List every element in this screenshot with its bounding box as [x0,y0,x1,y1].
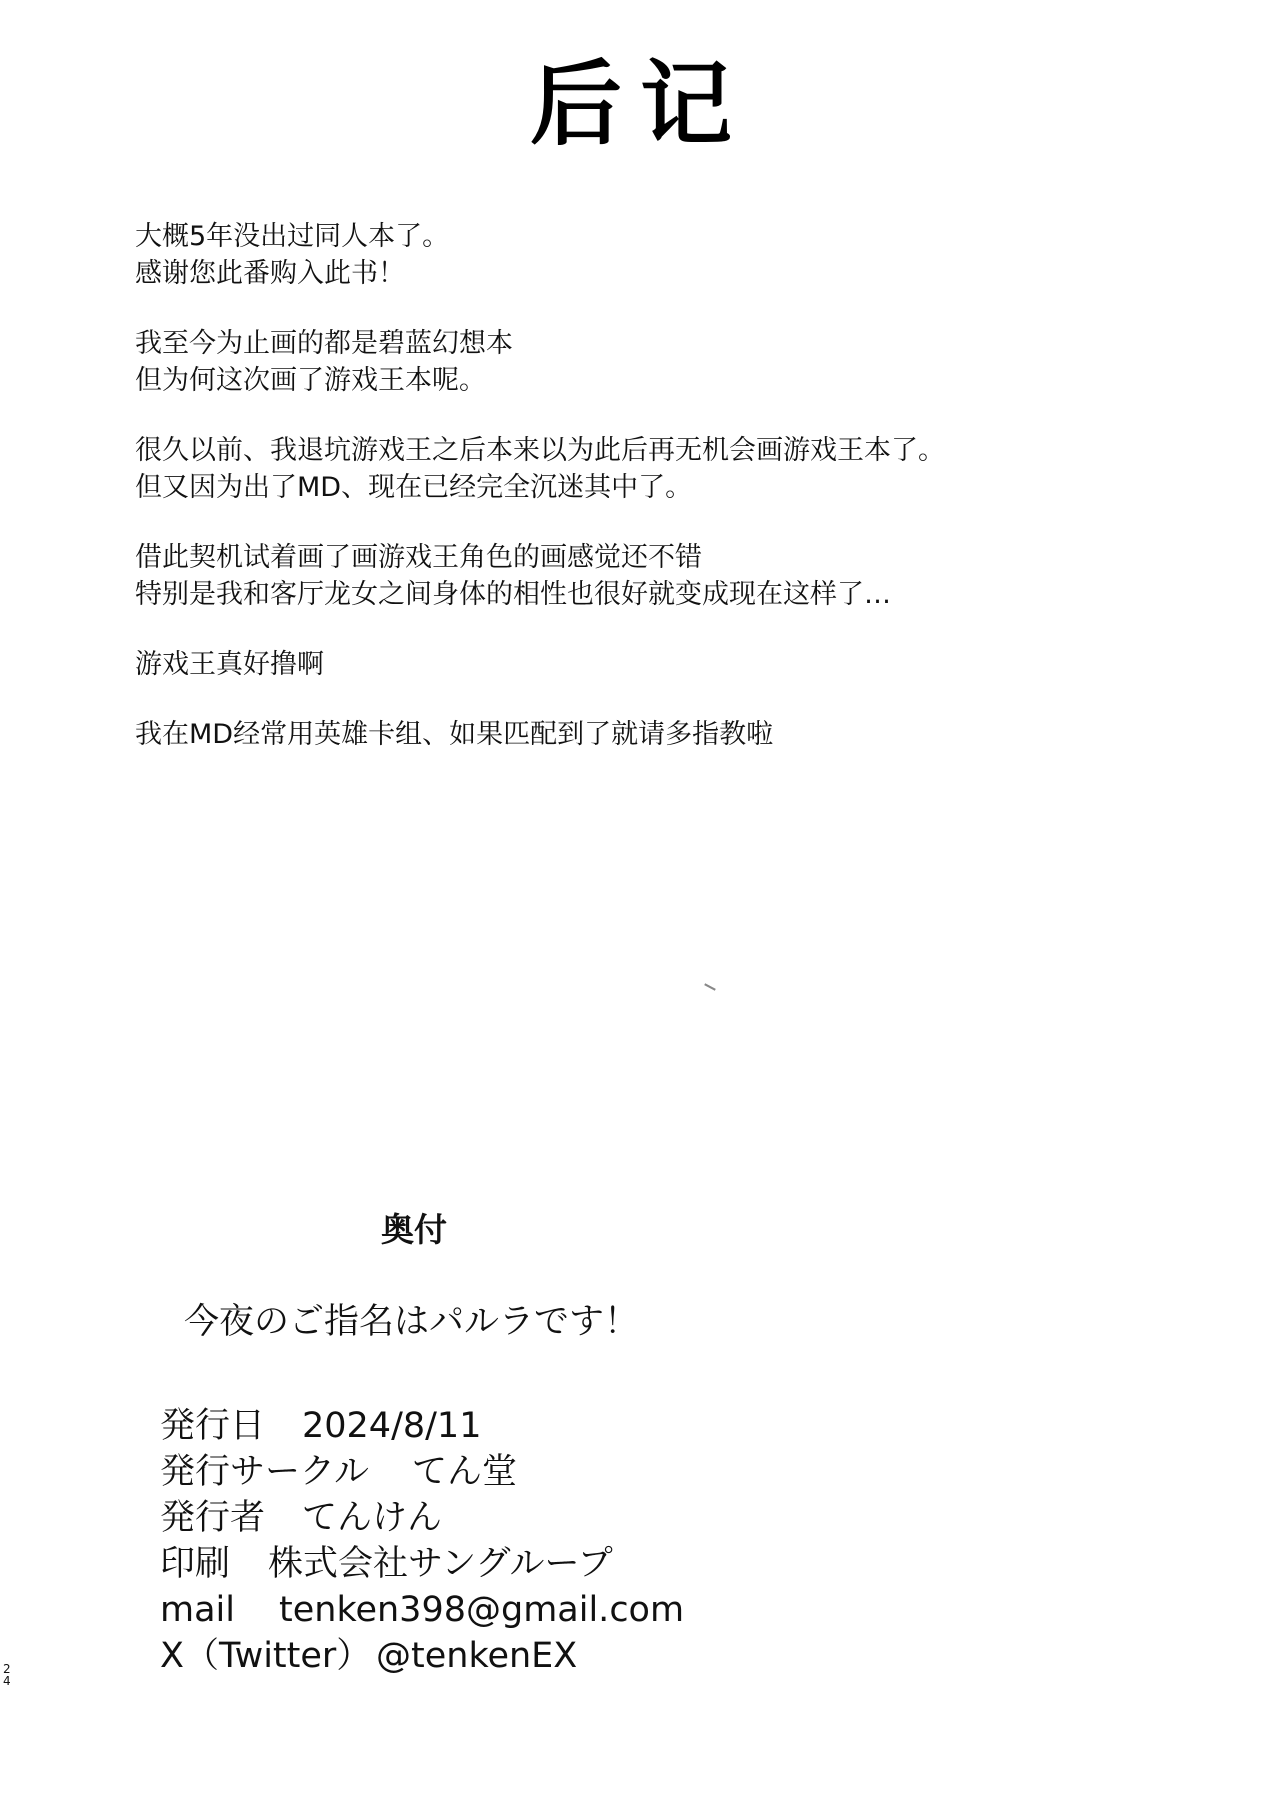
colophon-value: てんけん [302,1498,443,1538]
afterword-paragraph [135,716,1155,753]
page-title: 后记 [529,50,750,158]
afterword-line: 很久以前、我退坑游戏王之后本来以为此后再无机会画游戏王本了。 [135,435,945,466]
page-number [3,1663,13,1687]
afterword-line: 大概5年没出过同人本了。 [135,221,450,252]
afterword-line: 感谢您此番购入此书！ [135,258,405,289]
afterword-line: 我在MD经常用英雄卡组、如果匹配到了就请多指教啦 [135,719,774,750]
colophon-label: 印刷 [160,1544,231,1584]
afterword-paragraph [135,325,1155,399]
colophon-row-release-date [160,1403,684,1449]
afterword-paragraph [135,218,1155,292]
afterword-paragraph [135,539,1155,613]
colophon-value: @tenkenEX [376,1636,578,1676]
colophon-row-twitter [160,1633,684,1679]
afterword-line: 但为何这次画了游戏王本呢。 [135,365,486,396]
stray-mark [704,983,716,990]
colophon-value: tenken398@gmail.com [279,1590,685,1630]
colophon-label: 発行日 [160,1406,266,1446]
afterword-text [135,218,1155,786]
colophon-value: てん堂 [412,1452,518,1492]
afterword-line: 我至今为止画的都是碧蓝幻想本 [135,328,513,359]
colophon-table [160,1403,684,1679]
afterword-line: 游戏王真好撸啊 [135,649,324,680]
colophon-label: X（Twitter） [160,1636,372,1676]
colophon-label: 発行サークル [160,1452,369,1492]
colophon-row-publisher [160,1495,684,1541]
colophon-row-mail [160,1587,684,1633]
colophon-label: mail [160,1590,235,1630]
afterword-line: 但又因为出了MD、现在已经完全沉迷其中了。 [135,472,693,503]
book-title: 今夜のご指名はパルラです！ [184,1302,640,1342]
colophon-heading: 奥付 [381,1210,447,1249]
colophon-row-circle [160,1449,684,1495]
afterword-line: 借此契机试着画了画游戏王角色的画感觉还不错 [135,542,702,573]
page-number-digit: 2 [3,1662,11,1676]
colophon-label: 発行者 [160,1498,266,1538]
afterword-line: 特别是我和客厅龙女之间身体的相性也很好就变成现在这样了… [135,579,891,610]
colophon-value: 株式会社サングループ [268,1544,613,1584]
afterword-paragraph [135,432,1155,506]
colophon-value: 2024/8/11 [302,1406,482,1446]
afterword-paragraph [135,646,1155,683]
colophon-row-printer [160,1541,684,1587]
page-number-digit: 4 [3,1674,11,1688]
